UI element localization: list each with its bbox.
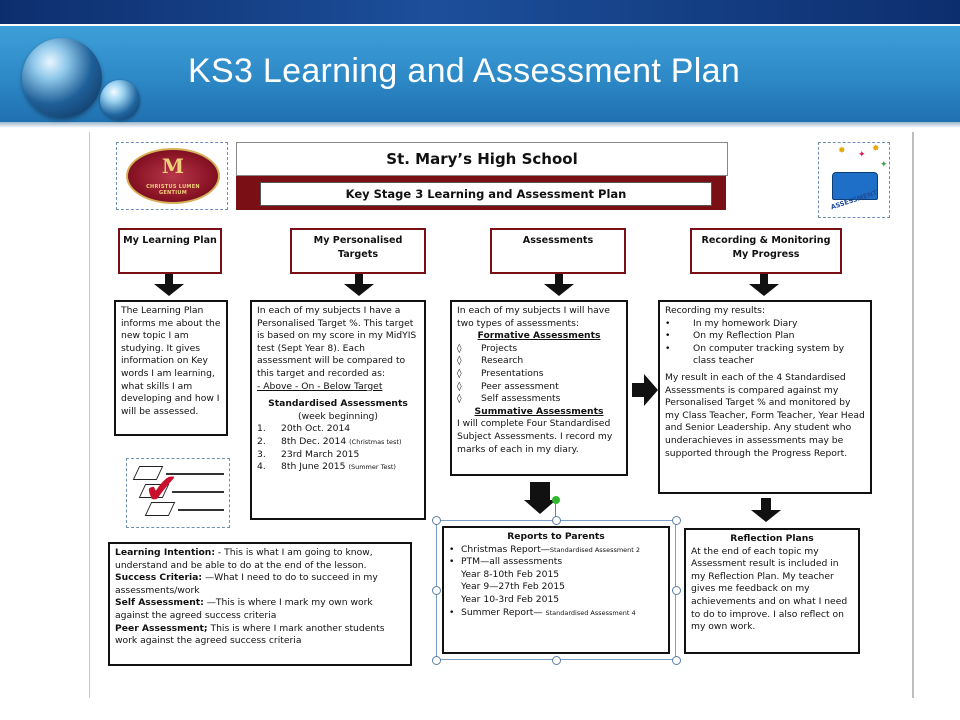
header-recording-monitoring: Recording & Monitoring My Progress bbox=[690, 228, 842, 274]
formative-title: Formative Assessments bbox=[477, 330, 601, 342]
star-icon: ✦ bbox=[858, 150, 866, 160]
date-row: 1. 20th Oct. 2014 bbox=[257, 423, 351, 435]
title-band-shadow bbox=[0, 122, 960, 128]
learning-plan-box bbox=[114, 300, 228, 436]
assessments-box bbox=[450, 300, 628, 476]
down-arrow-icon bbox=[165, 274, 173, 284]
right-arrow-icon bbox=[632, 383, 644, 397]
down-arrow-head bbox=[749, 284, 779, 296]
down-arrow-icon bbox=[355, 274, 363, 284]
ptm-year: Year 10-3rd Feb 2015 bbox=[461, 593, 560, 605]
reports-title: Reports to Parents bbox=[507, 531, 605, 542]
recording-box bbox=[658, 300, 872, 494]
reflection-title: Reflection Plans bbox=[730, 533, 814, 544]
formative-item: ◊ Presentations bbox=[457, 367, 544, 379]
date-row: 4. 8th June 2015 (Summer Test) bbox=[257, 461, 396, 473]
report-item: • Christmas Report—Standardised Assessment 2 bbox=[449, 543, 641, 555]
ptm-year: Year 8-10th Feb 2015 bbox=[461, 568, 560, 580]
targets-intro: In each of my subjects I have a Personalised Target %. This target is based on my score in my MidYIS test (Sept Year 8). Each assessment will be compared to this target and recorded as: bbox=[257, 305, 417, 379]
definitions-box bbox=[108, 542, 412, 666]
formative-item: ◊ Self assessments bbox=[457, 393, 561, 405]
learning-plan-text: The Learning Plan informs me about the new topic I am studying. It gives information on Key words I am learning, what skills I am developing and how I will be assessed. bbox=[121, 305, 221, 417]
crest-motto: CHRISTUS LUMEN GENTIUM bbox=[146, 184, 200, 196]
header-assessments: Assessments bbox=[490, 228, 626, 274]
formative-item: ◊ Research bbox=[457, 355, 524, 367]
reflection-box bbox=[684, 528, 860, 654]
plan-document bbox=[89, 132, 914, 698]
star-icon: ✸ bbox=[872, 144, 880, 154]
resize-handle-sw[interactable] bbox=[432, 656, 441, 665]
reflection-text: At the end of each topic my Assessment result is included in my Reflection Plan. My teacher gives me feedback on my achievements and on what I need to do to improve. I also reflect on my own work. bbox=[691, 545, 848, 633]
plan-title: Key Stage 3 Learning and Assessment Plan bbox=[260, 182, 712, 206]
standardised-subtitle: (week beginning) bbox=[298, 410, 378, 422]
report-item: • PTM—all assessments bbox=[449, 556, 563, 568]
reports-box[interactable] bbox=[442, 526, 670, 654]
resize-handle-s[interactable] bbox=[552, 656, 561, 665]
small-globe-orb-icon bbox=[100, 80, 140, 120]
resize-handle-e[interactable] bbox=[672, 586, 681, 595]
recording-text: My result in each of the 4 Standardised Assessments is compared against my Personalised Target % and monitored by my Class Teacher, Form Teacher, Year Head and Senior Leadership. Any student who underachieves in assessments may be supported through the Progress Report. bbox=[665, 371, 865, 459]
down-arrow-icon bbox=[761, 498, 771, 510]
slide-title: KS3 Learning and Assessment Plan bbox=[188, 52, 741, 90]
star-icon: ✸ bbox=[838, 146, 846, 156]
globe-orb-icon bbox=[22, 38, 102, 118]
recording-intro: Recording my results: bbox=[665, 305, 766, 316]
formative-item: ◊ Peer assessment bbox=[457, 380, 559, 392]
top-bar bbox=[0, 0, 960, 24]
learning-intention: Learning Intention: - This is what I am going to know, understand and be able to do at the end of the lesson. bbox=[115, 547, 373, 571]
recording-item: • On computer tracking system by class teacher bbox=[665, 342, 845, 367]
checkmark-icon: ✔ bbox=[144, 464, 180, 513]
down-arrow-head bbox=[751, 510, 781, 522]
self-assessment: Self Assessment: —This is where I mark my own work against the agreed success criteria bbox=[115, 597, 373, 621]
standardised-title: Standardised Assessments bbox=[268, 398, 408, 410]
peer-assessment: Peer Assessment; This is where I mark another students work against the agreed success criteria bbox=[115, 622, 385, 647]
resize-handle-w[interactable] bbox=[432, 586, 441, 595]
down-arrow-icon bbox=[760, 274, 768, 284]
recording-item: • On my Reflection Plan bbox=[665, 330, 795, 342]
recording-item: • In my homework Diary bbox=[665, 317, 798, 329]
ptm-year: Year 9—27th Feb 2015 bbox=[461, 581, 566, 593]
down-arrow-head bbox=[544, 284, 574, 296]
report-item: • Summer Report— Standardised Assessment 4 bbox=[449, 606, 636, 618]
resize-handle-ne[interactable] bbox=[672, 516, 681, 525]
checklist-line bbox=[172, 491, 224, 493]
resize-handle-nw[interactable] bbox=[432, 516, 441, 525]
checklist-line bbox=[178, 509, 224, 511]
down-arrow-head bbox=[154, 284, 184, 296]
resize-handle-n[interactable] bbox=[552, 516, 561, 525]
down-arrow-head bbox=[524, 500, 556, 514]
resize-handle-se[interactable] bbox=[672, 656, 681, 665]
target-scale: - Above - On - Below Target bbox=[257, 380, 383, 392]
school-name: St. Mary’s High School bbox=[236, 142, 728, 176]
date-row: 2. 8th Dec. 2014 (Christmas test) bbox=[257, 435, 402, 447]
down-arrow-head bbox=[344, 284, 374, 296]
header-my-learning-plan: My Learning Plan bbox=[118, 228, 222, 274]
down-arrow-icon bbox=[530, 482, 550, 500]
success-criteria: Success Criteria: —What I need to do to succeed in my assessments/work bbox=[115, 572, 378, 596]
header-personalised-targets: My Personalised Targets bbox=[290, 228, 426, 274]
summative-title: Summative Assessments bbox=[474, 405, 604, 417]
right-arrow-head bbox=[644, 374, 658, 406]
assessments-intro: In each of my subjects I will have two types of assessments: bbox=[457, 305, 610, 329]
rotate-handle[interactable] bbox=[552, 496, 560, 504]
date-row: 3. 23rd March 2015 bbox=[257, 448, 360, 460]
star-icon: ✦ bbox=[880, 160, 888, 170]
down-arrow-icon bbox=[555, 274, 563, 284]
formative-item: ◊ Projects bbox=[457, 342, 518, 354]
assessment-logo-text: ASSESSMENT bbox=[829, 188, 879, 212]
summative-text: I will complete Four Standardised Subject Assessments. I record my marks of each in my diary. bbox=[457, 418, 613, 455]
targets-box bbox=[250, 300, 426, 520]
crest-letter: M bbox=[161, 154, 185, 178]
